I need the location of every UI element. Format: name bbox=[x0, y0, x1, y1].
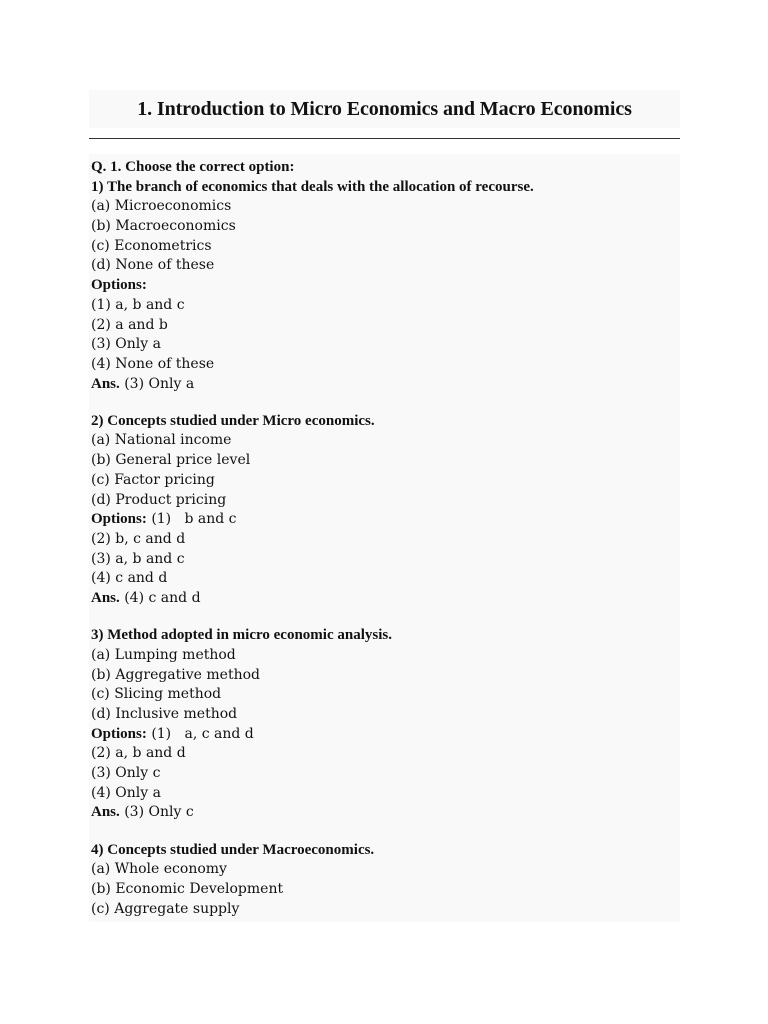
choice-item: (a) Lumping method bbox=[91, 646, 236, 663]
options-label: Options: bbox=[91, 277, 147, 294]
choice-item: (a) Microeconomics bbox=[91, 198, 232, 215]
option-item: (1) a, c and d bbox=[151, 725, 254, 742]
title-divider bbox=[89, 138, 680, 139]
option-item: (1) a, b and c bbox=[91, 296, 185, 313]
option-item: (3) Only c bbox=[91, 764, 161, 781]
question-block bbox=[91, 412, 680, 609]
answer-value: (3) Only a bbox=[124, 375, 195, 392]
choice-item: (a) National income bbox=[91, 432, 232, 449]
options-label: Options: bbox=[91, 511, 147, 528]
section-heading: Q. 1. Choose the correct option: bbox=[91, 159, 295, 175]
choice-item: (a) Whole economy bbox=[91, 861, 227, 878]
page-title: 1. Introduction to Micro Economics and Macro Economics bbox=[137, 97, 632, 120]
option-item: (1) b and c bbox=[151, 511, 237, 528]
document-body bbox=[89, 154, 680, 922]
choice-item: (c) Econometrics bbox=[91, 237, 212, 254]
answer-row bbox=[91, 803, 680, 823]
answer-value: (4) c and d bbox=[124, 589, 201, 606]
option-item: (2) b, c and d bbox=[91, 530, 186, 547]
answer-label: Ans. bbox=[91, 375, 120, 392]
option-item: (4) c and d bbox=[91, 570, 168, 587]
choice-item: (b) Aggregative method bbox=[91, 666, 260, 683]
question-text: 3) Method adopted in micro economic analysis. bbox=[91, 627, 392, 644]
choice-item: (c) Slicing method bbox=[91, 686, 222, 703]
question-text: 4) Concepts studied under Macroeconomics. bbox=[91, 841, 375, 858]
choice-item: (b) General price level bbox=[91, 452, 251, 469]
question-text: 1) The branch of economics that deals with the allocation of recourse. bbox=[91, 178, 534, 195]
choice-item: (c) Aggregate supply bbox=[91, 900, 240, 917]
choice-item: (c) Factor pricing bbox=[91, 471, 215, 488]
answer-label: Ans. bbox=[91, 804, 120, 821]
choice-item: (b) Economic Development bbox=[91, 880, 284, 897]
option-item: (2) a, b and d bbox=[91, 745, 186, 762]
option-item: (3) Only a bbox=[91, 336, 161, 353]
choice-item: (d) Product pricing bbox=[91, 491, 227, 508]
option-item: (2) a and b bbox=[91, 316, 168, 333]
choice-item: (d) None of these bbox=[91, 257, 215, 274]
option-item: (3) a, b and c bbox=[91, 550, 185, 567]
question-block bbox=[91, 178, 680, 395]
title-band bbox=[89, 90, 680, 128]
choice-item: (d) Inclusive method bbox=[91, 705, 238, 722]
options-row bbox=[91, 510, 680, 530]
option-item: (4) Only a bbox=[91, 784, 161, 801]
answer-label: Ans. bbox=[91, 589, 120, 606]
question-block bbox=[91, 841, 680, 920]
options-row bbox=[91, 276, 680, 296]
question-block bbox=[91, 626, 680, 823]
choice-item: (b) Macroeconomics bbox=[91, 218, 236, 235]
options-row bbox=[91, 725, 680, 745]
options-label: Options: bbox=[91, 725, 147, 742]
question-text: 2) Concepts studied under Micro economics. bbox=[91, 412, 375, 429]
answer-row bbox=[91, 375, 680, 395]
answer-row bbox=[91, 589, 680, 609]
answer-value: (3) Only c bbox=[124, 804, 194, 821]
option-item: (4) None of these bbox=[91, 355, 215, 372]
